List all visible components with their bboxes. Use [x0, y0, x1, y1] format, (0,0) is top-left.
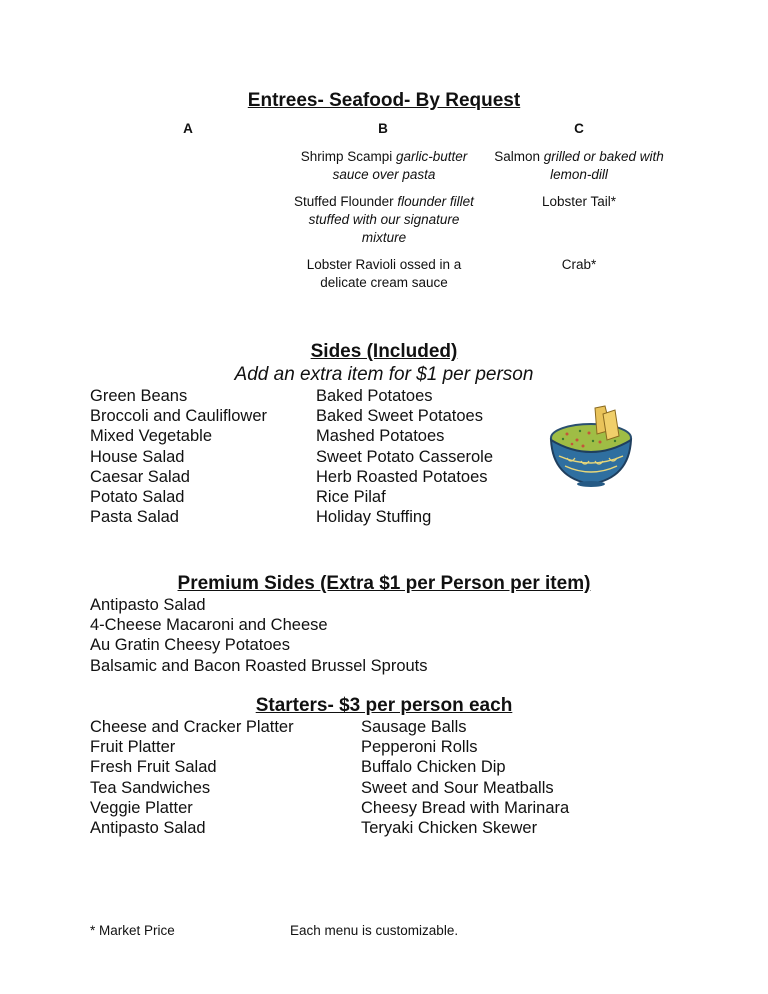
- column-header-a: A: [183, 121, 193, 136]
- starter-item: Veggie Platter: [90, 798, 193, 817]
- entree-name: Lobster Tail*: [541, 194, 617, 209]
- entree-item: [486, 193, 672, 211]
- entree-desc: grilled or baked with lemon-dill: [543, 149, 664, 182]
- side-item: Mixed Vegetable: [90, 427, 213, 446]
- entree-name: Crab*: [561, 257, 597, 272]
- entree-item: [288, 193, 480, 247]
- market-price-note: * Market Price: [90, 923, 175, 938]
- side-item: Holiday Stuffing: [316, 508, 432, 527]
- entree-name: Lobster Ravioli ossed in a delicate cream sauce: [306, 257, 462, 290]
- starter-item: Fresh Fruit Salad: [90, 758, 217, 777]
- premium-side-item: Balsamic and Bacon Roasted Brussel Sprouts: [90, 656, 428, 675]
- starter-item: Buffalo Chicken Dip: [361, 758, 506, 777]
- starters-title: Starters- $3 per person each: [255, 695, 513, 716]
- entree-item: [486, 256, 672, 274]
- customizable-note: Each menu is customizable.: [290, 923, 459, 938]
- side-item: Green Beans: [90, 387, 188, 405]
- starter-item: Sweet and Sour Meatballs: [361, 778, 554, 797]
- starter-item: Teryaki Chicken Skewer: [361, 819, 538, 838]
- starter-item: Cheese and Cracker Platter: [90, 718, 294, 736]
- side-item: Baked Potatoes: [316, 387, 433, 405]
- column-header-b: B: [378, 121, 388, 136]
- starter-item: Antipasto Salad: [90, 819, 206, 838]
- premium-side-item: 4-Cheese Macaroni and Cheese: [90, 616, 328, 635]
- entree-item: [288, 256, 480, 292]
- starter-item: Tea Sandwiches: [90, 778, 211, 797]
- side-item: Mashed Potatoes: [316, 427, 445, 446]
- premium-side-item: Antipasto Salad: [90, 596, 206, 614]
- starters-right-list: [361, 717, 569, 838]
- guacamole-bowl-illustration: [545, 400, 637, 492]
- side-item: Broccoli and Cauliflower: [90, 407, 267, 426]
- sides-right-list: [316, 386, 493, 527]
- side-item: Sweet Potato Casserole: [316, 447, 494, 466]
- sides-subtitle: Add an extra item for $1 per person: [234, 364, 534, 385]
- starter-item: Pepperoni Rolls: [361, 738, 478, 757]
- starters-left-list: [90, 717, 294, 838]
- premium-sides-title: Premium Sides (Extra $1 per Person per item): [177, 573, 591, 594]
- side-item: Pasta Salad: [90, 508, 179, 527]
- side-item: House Salad: [90, 447, 185, 466]
- side-item: Baked Sweet Potatoes: [316, 407, 483, 426]
- starter-item: Cheesy Bread with Marinara: [361, 798, 570, 817]
- entree-name: Stuffed Flounder: [294, 194, 394, 209]
- side-item: Rice Pilaf: [316, 488, 386, 507]
- side-item: Herb Roasted Potatoes: [316, 467, 488, 486]
- premium-sides-list: [90, 595, 428, 676]
- entree-name: Shrimp Scampi: [300, 149, 393, 164]
- entree-item: [486, 148, 672, 184]
- side-item: Potato Salad: [90, 488, 185, 507]
- sides-title: Sides (Included): [310, 341, 458, 362]
- side-item: Caesar Salad: [90, 467, 190, 486]
- column-header-c: C: [574, 121, 584, 136]
- entree-desc: garlic-butter sauce over pasta: [332, 149, 468, 182]
- entree-item: [288, 148, 480, 184]
- starter-item: Fruit Platter: [90, 738, 176, 757]
- starter-item: Sausage Balls: [361, 718, 467, 736]
- entrees-title: Entrees- Seafood- By Request: [247, 90, 521, 111]
- entree-name: Salmon: [494, 149, 540, 164]
- premium-side-item: Au Gratin Cheesy Potatoes: [90, 636, 290, 655]
- sides-left-list: [90, 386, 267, 527]
- entree-desc: flounder fillet stuffed with our signature mixture: [308, 194, 474, 245]
